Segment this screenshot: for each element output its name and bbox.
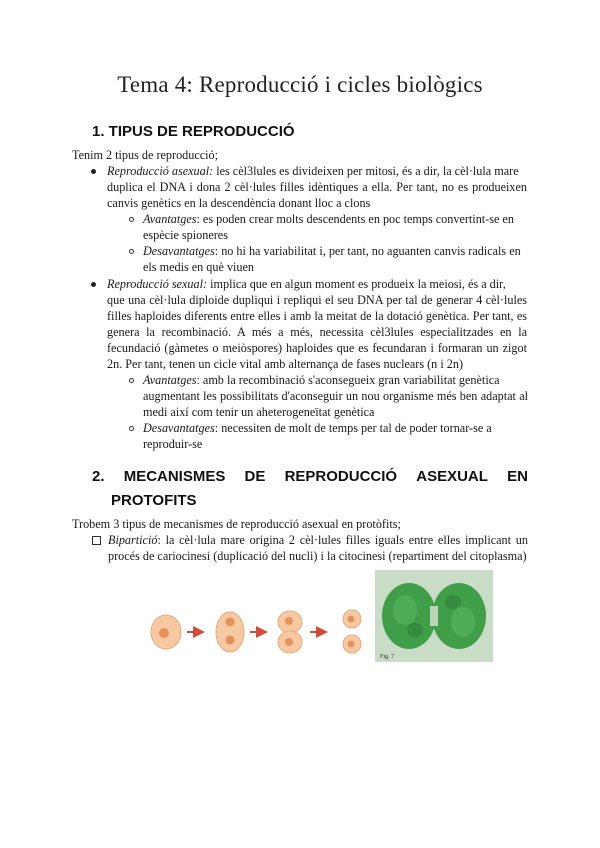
asexual-text-1: les cèl3lules es divideixen per mitosi, és a dir, la cèl·lula mare [216, 164, 519, 178]
asexual-line-1 [107, 163, 527, 179]
asexual-disadvantages-label: Desavantatges [143, 244, 215, 258]
asexual-disadvantages-line-1 [143, 243, 528, 259]
section-2-heading-word: EN [507, 468, 528, 485]
section-2-number: 2. [92, 468, 105, 485]
section-2-heading [92, 468, 528, 485]
algae-micrograph [375, 570, 493, 662]
section-2-heading-word: DE [244, 468, 266, 485]
asexual-disadvantages-line-2: els medis en què viuen [143, 260, 255, 274]
section-2-intro: Trobem 3 tipus de mecanismes de reproducció asexual en protòfits; [72, 517, 401, 531]
sexual-line-6: 2n. Per tant, tenen un cicle vital amb alternança de fases nuclears (n i 2n) [107, 357, 464, 371]
sub-bullet-icon [129, 249, 134, 254]
section-2-heading-line-2: PROTOFITS [111, 492, 197, 509]
asexual-line-2: duplica el DNA i dona 2 cèl·lules filles idèntiques a ella. Per tant, no es produeixen [107, 180, 527, 194]
section-2-heading-word: MECANISMES [123, 468, 226, 485]
asexual-advantages-text: : es poden crear molts descendents en poc temps convertint-se en [196, 212, 514, 226]
nucleus [348, 641, 355, 648]
sexual-disadvantages-label: Desavantatges [143, 421, 215, 435]
sexual-advantages-line-1 [143, 372, 528, 388]
bipartition-diagram [140, 592, 380, 672]
sexual-line-2: que una cèl·lula diploide dupliqui i repliqui el seu DNA per tal de generar 4 cèl·lules [107, 293, 527, 307]
sexual-line-4: genera la recombinació. A més a més, necessita cèl3lules especialitzades en la [107, 325, 527, 339]
sub-bullet-icon [129, 426, 134, 431]
section-1-intro: Tenim 2 tipus de reproducció; [72, 148, 219, 162]
bipartition-line-2: procés de cariocinesi (duplicació del nucli) i la citocinesi (repartiment del citoplasma) [108, 549, 527, 563]
asexual-disadvantages-text: : no hi ha variabilitat i, per tant, no aguanten canvis radicals en [214, 244, 521, 258]
bipartition-label: Bipartició [108, 533, 158, 547]
sub-bullet-icon [129, 378, 134, 383]
asexual-label: Reproducció asexual: [107, 164, 214, 178]
sub-bullet-icon [129, 217, 134, 222]
sexual-advantages-label: Avantatges [143, 373, 197, 387]
nucleus [285, 617, 293, 625]
nucleus [226, 618, 235, 627]
sexual-advantages-line-2: augmentant les possibilitats d'aconseguir un nou organisme més ben adaptat al [143, 389, 528, 403]
sexual-advantages-line-3: medi així com tenir un aheterogeneïtat genètica [143, 405, 375, 419]
nucleus [285, 638, 293, 646]
sexual-advantages-text: : amb la recombinació s'aconsegueix gran variabilitat genètica [196, 373, 500, 387]
bipartition-text-1: : la cèl·lula mare origina 2 cèl·lules filles iguals entre elles implicant un [157, 533, 528, 547]
bipartition-line-1 [108, 532, 528, 548]
nucleus [159, 628, 169, 638]
bullet-icon [91, 169, 96, 174]
nucleus [348, 616, 355, 623]
photo-caption: Fig. 7 [380, 654, 395, 660]
sexual-disadvantages-text: : necessiten de molt de temps per tal de poder tornar-se a [214, 421, 492, 435]
asexual-advantages-line-2: espècie spioneres [143, 228, 228, 242]
asexual-line-3: canvis genètics en la descendència donant lloc a clons [107, 196, 371, 210]
page-title: Tema 4: Reproducció i cicles biològics [117, 72, 483, 97]
checkbox-bullet-icon [92, 536, 101, 545]
sexual-line-5: fecundació (gàmetes o meiòspores) haploides que es fecundaran i formaran un zigot [107, 341, 527, 355]
sexual-disadvantages-line-2: reproduir-se [143, 437, 203, 451]
nucleus [226, 636, 235, 645]
section-1-heading: 1. TIPUS DE REPRODUCCIÓ [92, 123, 295, 140]
sexual-label: Reproducció sexual: [107, 277, 208, 291]
asexual-advantages-label: Avantatges [143, 212, 197, 226]
section-2-heading-word: ASEXUAL [416, 468, 488, 485]
sexual-line-3: filles haploides diferents entre elles i amb la meitat de la dotació genètica. Per tant, es [107, 309, 527, 323]
sexual-text-1: implica que en algun moment es produeix la meiosi, és a dir, [210, 277, 506, 291]
asexual-advantages-line-1 [143, 211, 528, 227]
sexual-disadvantages-line-1 [143, 420, 528, 436]
bullet-icon [91, 282, 96, 287]
section-2-heading-word: REPRODUCCIÓ [284, 468, 398, 485]
sexual-line-1 [107, 276, 527, 292]
